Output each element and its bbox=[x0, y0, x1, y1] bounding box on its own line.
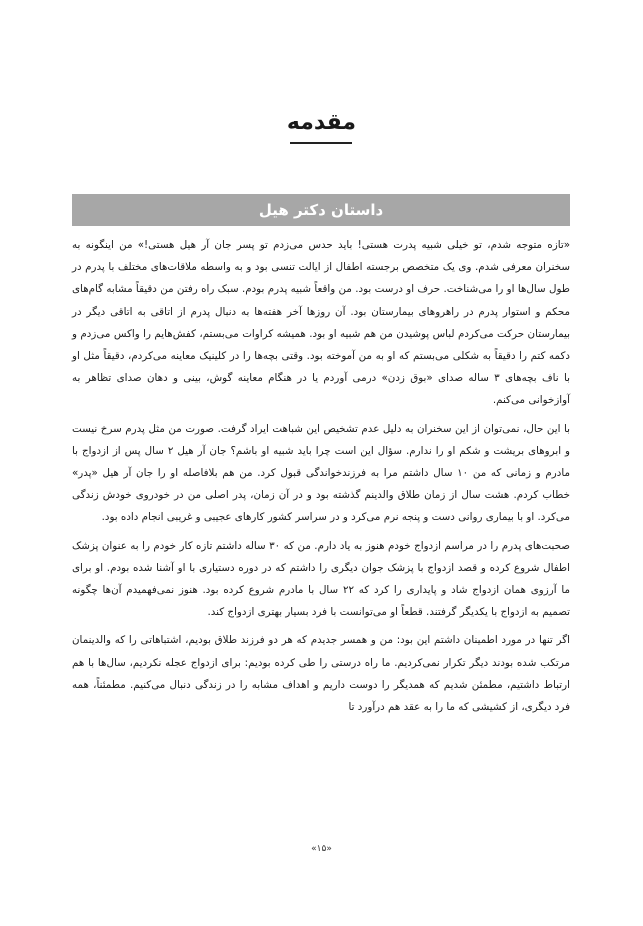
page-number: «۱۵» bbox=[311, 844, 332, 854]
paragraph: «تازه متوجه شدم، تو خیلی شبیه پدرت هستی! باید حدس می‌زدم تو پسر جان آر هیل هستی!» من اینگونه به سخنران معرفی شدم. وی یک متخصص برجسته اطفال از ایالت تنسی بود و به واسطه ملاقات‌های مختلف با پدرم در طول سال‌ها او را می‌شناخت. حرف او درست بود. من واقعاً شبیه پدرم بودم. سبک راه رفتن من دقیقاً مشابه گام‌های محکم و استوار پدرم در راهروهای بیمارستان بود. آن روزها آخر هفته‌ها به دنبال پدرم از اتاقی به اتاقی دیگر در بیمارستان حرکت می‌کردم لباس پوشیدن من هم شبیه او بود. همیشه کراوات می‌بستم، کفش‌هایم را واکس می‌زدم و دکمه کتم را دقیقاً به شکلی می‌بستم که او به من آموخته بود. وقتی بچه‌ها را در کلینیک معاینه می‌کردم، دقیقاً مثل او با ناف بچه‌های ۳ ساله صدای «بوق زدن» درمی آوردم یا در هنگام معاینه گوش، بینی و دهان صدای تظاهر به آوازخوانی می‌کنم. bbox=[72, 239, 570, 407]
paragraph: اگر تنها در مورد اطمینان داشتم این بود: من و همسر جدیدم که هر دو فرزند طلاق بودیم، اشتباهاتی را که والدینمان مرتکب شده بودند دیگر تکرار نمی‌کردیم. ما راه درستی را طی کرده بودیم: برای ازدواج عجله نکردیم، سال‌ها با هم ارتباط داشتیم، مطمئن شدیم که همدیگر را دوست داریم و اهداف مشابه را در زندگی دنبال می‌کنیم. مطمئناً، همه فرد دیگری، از کشیشی که ما را به عقد هم درآورد تا bbox=[72, 634, 570, 714]
section-title: داستان دکتر هیل bbox=[258, 201, 384, 219]
section-header-bar bbox=[72, 194, 570, 226]
title-underline bbox=[290, 142, 352, 144]
paragraph: صحبت‌های پدرم را در مراسم ازدواج خودم هنوز به یاد دارم. من که ۳۰ ساله داشتم تازه کار خودم را به عنوان پزشک اطفال شروع کرده و قصد ازدواج با پزشک جوان دیگری را داشتم که در دوره دستیاری با او آشنا شده بودم. او برای ما آرزوی همان ازدواج شاد و پایداری را کرد که ۲۲ سال با مادرم شروع کرده بود. هنوز نمی‌فهمیدم آن‌ها چگونه تصمیم به ازدواج با یکدیگر گرفتند. قطعاً او می‌توانست با فرد بسیار بهتری ازدواج کند. bbox=[72, 539, 570, 619]
body-text bbox=[72, 234, 570, 724]
chapter-title: مقدمه bbox=[286, 110, 357, 135]
paragraph: با این حال، نمی‌توان از این سخنران به دلیل عدم تشخیص این شباهت ایراد گرفت. صورت من مثل پدرم سرخ نیست و ابروهای بریشت و شکم او را ندارم. سؤال این است چرا باید شبیه او باشم؟ جان آر هیل ۲ سال پس از ازدواج با مادرم و زمانی که من ۱۰ سال داشتم مرا به فرزندخواندگی قبول کرد. من هم بلافاصله او را جان آر هیل «پدر» خطاب کردم. هشت سال از زمان طلاق والدینم گذشته بود و در آن زمان، پدر اصلی من در خودروی خودش زندگی می‌کرد. او با بیماری روانی دست و پنجه نرم می‌کرد و در سراسر کشور کارهای عجیبی و غریبی انجام داده بود. bbox=[72, 422, 571, 524]
